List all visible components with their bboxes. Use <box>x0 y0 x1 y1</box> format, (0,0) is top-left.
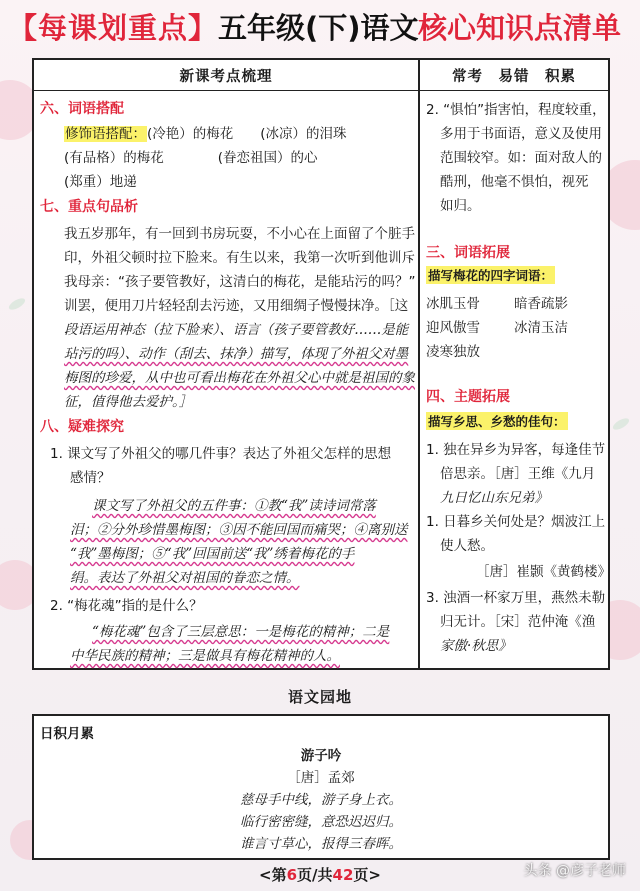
poem-quote-line: 1. 日暮乡关何处是？烟波江上 <box>426 514 606 530</box>
poem-quote-line: 3. 浊酒一杯家万里，燕然未勒 <box>426 590 606 606</box>
section-word-pairing: 六、词语搭配 <box>40 101 124 117</box>
header-tag: 【每课划重点】 <box>8 11 219 45</box>
answer-1-line: 课文写了外祖父的五件事：①教“我”读诗词常落 <box>92 498 376 514</box>
analysis-line: 征，值得他去爱护。］ <box>64 394 193 410</box>
plum-word: 凌寒独放 <box>426 344 480 360</box>
daily-accumulation-box <box>32 714 610 860</box>
note-line: 如归。 <box>440 198 481 214</box>
page-indicator-suffix: 页> <box>353 866 381 884</box>
poem-line: 慈母手中线，游子身上衣。 <box>240 792 402 808</box>
left-column <box>34 60 420 668</box>
pairing-label: 修饰语搭配： <box>65 126 146 142</box>
answer-1-line: 泪；②分外珍惜墨梅图；③因不能回国而痛哭；④离别送 <box>70 522 408 538</box>
answer-2-line: “梅花魂”包含了三层意思：一是梅花的精神；二是 <box>92 624 390 640</box>
answer-1-line: “我”墨梅图；⑤“我”回国前送“我”绣着梅花的手 <box>70 546 355 562</box>
left-column-title: 新课考点梳理 <box>34 60 418 91</box>
note-line: 2. “惧怕”指害怕，程度较重， <box>426 102 606 118</box>
answer-2-line: 中华民族的精神；三是做具有梅花精神的人。 <box>70 648 340 664</box>
page-indicator-mid: 页/共 <box>297 866 333 884</box>
plum-word: 暗香疏影 <box>514 296 568 312</box>
poem-quote-line: ［唐］崔颢《黄鹤楼》 <box>476 564 611 580</box>
knowledge-table <box>32 58 610 670</box>
poem-quote-line: 1. 独在异乡为异客，每逢佳节 <box>426 442 606 458</box>
plum-word: 冰清玉洁 <box>514 320 568 336</box>
note-line: 酷刑，他毫不惧怕，视死 <box>440 174 589 190</box>
analysis-line: 玷污的吗）、动作（刮去、抹净）描写，体现了外祖父对墨 <box>64 346 409 362</box>
poem-author: ［唐］孟郊 <box>287 770 355 786</box>
sentence-line: 印，外祖父顿时拉下脸来。有生以来，我第一次听到他训斥 <box>64 250 415 266</box>
analysis-line: 梅图的珍爱，从中也可看出梅花在外祖父心中就是祖国的象 <box>64 370 415 386</box>
daily-accumulation-heading: 日积月累 <box>40 726 94 742</box>
plum-word: 迎风傲雪 <box>426 320 480 336</box>
section-difficult-questions: 八、疑难探究 <box>40 419 124 435</box>
page-indicator-prefix: <第 <box>259 866 287 884</box>
header-grade: 五年级(下)语文 <box>218 11 419 45</box>
question-1: 1. 课文写了外祖父的哪几件事？表达了外祖父怎样的思想 <box>50 446 392 462</box>
right-column-title: 常考 易错 积累 <box>420 60 608 91</box>
answer-1-line: 绢。表达了外祖父对祖国的眷恋之情。 <box>70 570 300 586</box>
poem-quote-line: 归无计。［宋］范仲淹《渔 <box>440 614 596 630</box>
note-line: 范围较窄。如：面对敌人的 <box>440 150 602 166</box>
plum-word: 冰肌玉骨 <box>426 296 480 312</box>
current-page: 6 <box>286 866 298 884</box>
poem-line: 谁言寸草心，报得三春晖。 <box>240 836 402 852</box>
watermark: 头条 @彦子老师 <box>523 863 626 879</box>
section-theme-extension: 四、主题拓展 <box>426 389 510 405</box>
section-word-extension: 三、词语拓展 <box>426 245 510 261</box>
total-pages: 42 <box>332 866 354 884</box>
sentence-line: 我五岁那年，有一回到书房玩耍，不小心在上面留了个脏手 <box>64 226 415 242</box>
theme-extension-label: 描写乡思、乡愁的佳句： <box>428 414 566 429</box>
yuwen-garden-title: 语文园地 <box>287 688 352 706</box>
leaf-decoration <box>611 416 631 432</box>
question-2: 2. “梅花魂”指的是什么？ <box>50 598 203 614</box>
header-subject: 核心知识点清单 <box>418 11 622 45</box>
pairing-items: (冷艳）的梅花 (冰凉）的泪珠 <box>147 126 347 142</box>
pairing-line-1 <box>64 122 347 142</box>
note-line: 多用于书面语，意义及使用 <box>440 126 602 142</box>
word-extension-label: 描写梅花的四字词语： <box>428 268 554 283</box>
pairing-line-2: (有品格）的梅花 (眷恋祖国）的心 <box>64 150 318 166</box>
question-1-cont: 感情？ <box>70 470 111 486</box>
poem-line: 临行密密缝，意恐迟迟归。 <box>240 814 402 830</box>
poem-title: 游子吟 <box>300 748 342 764</box>
page-header <box>0 0 640 54</box>
analysis-line: 段语运用神态（拉下脸来）、语言（孩子要管教好……是能 <box>64 322 409 338</box>
poem-quote-line: 九日忆山东兄弟》 <box>440 490 548 506</box>
leaf-decoration <box>7 296 27 312</box>
sentence-line: 我母亲：“孩子要管教好，这清白的梅花，是能玷污的吗？” <box>64 274 416 290</box>
poem-quote-line: 使人愁。 <box>440 538 494 554</box>
right-column <box>420 60 611 668</box>
section-key-sentence: 七、重点句品析 <box>40 199 138 215</box>
poem-quote-line: 倍思亲。［唐］王维《九月 <box>440 466 596 482</box>
pairing-line-3: (郑重）地递 <box>64 174 137 190</box>
poem-quote-line: 家傲·秋思》 <box>440 638 512 654</box>
sentence-line: 训罢，便用刀片轻轻刮去污迹，又用细绸子慢慢抹净。［这 <box>64 298 409 314</box>
